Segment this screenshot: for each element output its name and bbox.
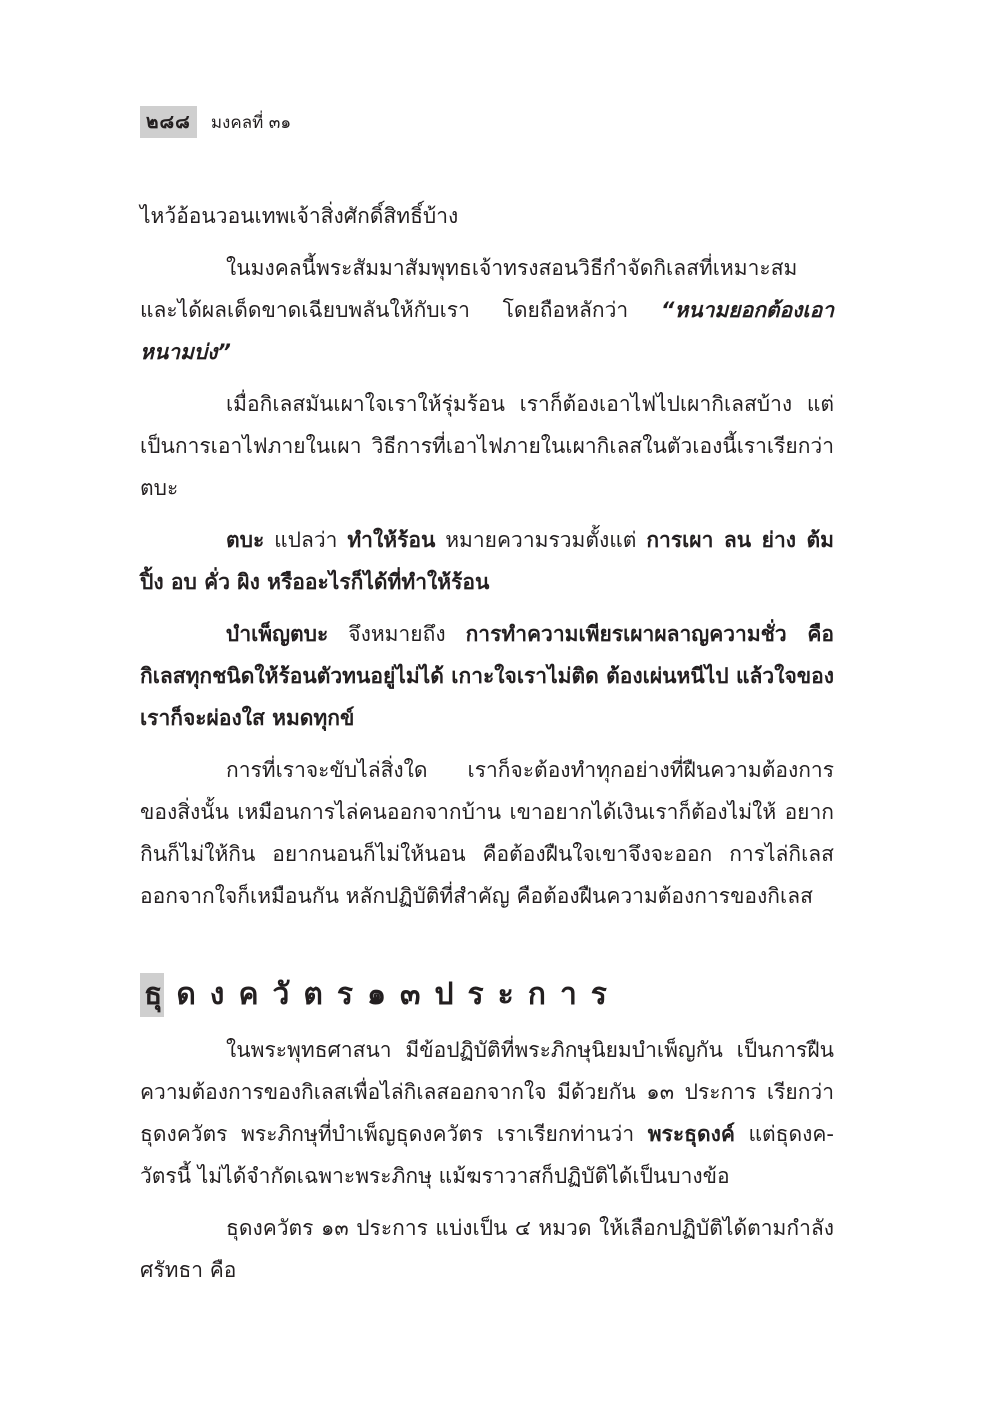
paragraph: [140, 749, 834, 917]
paragraph-text: ในพระพุทธศาสนา มีข้อปฏิบัติที่พระภิกษุนิยมบำเพ็ญกัน เป็นการฝืนความต้องการของกิเลสเพื่อไล่กิเลสออกจากใจ มีด้วยกัน ๑๓ ประการ เรียกว่า ธุดงควัตร พระภิกษุที่บำเพ็ญธุดงควัตร เราเรียกท่านว่า: [140, 1038, 834, 1146]
section-heading: [140, 973, 834, 1017]
paragraph-text: การที่เราจะขับไล่สิ่งใด เราก็จะต้องทำทุกอย่างที่ฝืนความต้องการของสิ่งนั้น เหมือนการไล่คนออกจากบ้าน เขาอยากได้เงินเราก็ต้องไม่ให้ อยากกินก็ไม่ให้กิน อยากนอนก็ไม่ให้นอน คือต้องฝืนใจเขาจึงจะออก การไล่กิเลสออกจากใจก็เหมือนกัน หลักปฏิบัติที่สำคัญ คือต้องฝืนความต้องการของกิเลส: [140, 758, 834, 908]
term-list: การเผา ลน ย่าง ต้ม ปิ้ง อบ คั่ว ผิง หรืออะไรก็ได้ที่ทำให้ร้อน: [140, 528, 834, 594]
body-text: [140, 195, 834, 1291]
chapter-label: มงคลที่ ๓๑: [210, 112, 292, 133]
page-header: [140, 106, 291, 138]
paragraph-text: แปลว่า: [264, 528, 348, 552]
paragraph: [140, 247, 834, 373]
paragraph-text: ไหว้อ้อนวอนเทพเจ้าสิ่งศักดิ์สิทธิ์บ้าง: [140, 204, 459, 228]
term-definition: การทำความเพียรเผาผลาญความชั่ว คือ กิเลสทุกชนิดให้ร้อนตัวทนอยู่ไม่ได้ เกาะใจเราไม่ติด ต้องเผ่นหนีไป แล้วใจของเราก็จะผ่องใส หมดทุกข์: [140, 622, 834, 730]
paragraph-text: หมายความรวมตั้งแต่: [435, 528, 647, 552]
term-meaning: ทำให้ร้อน: [347, 528, 436, 552]
paragraph-text: แต่ธุดงค-วัตรนี้ ไม่ได้จำกัดเฉพาะพระภิกษุ แม้ฆราวาสก็ปฏิบัติได้เป็นบางข้อ: [140, 1122, 834, 1188]
proverb-quote: “หนามยอกต้องเอาหนามบ่ง”: [140, 298, 834, 364]
paragraph-practice-definition: [140, 613, 834, 739]
section-heading-text: ดงควัตร๑๓ประการ: [176, 977, 621, 1012]
term-dhutanga-monk: พระธุดงค์: [647, 1122, 735, 1146]
paragraph: [140, 1207, 834, 1291]
paragraph-text: ในมงคลนี้พระสัมมาสัมพุทธเจ้าทรงสอนวิธีกำจัดกิเลสที่เหมาะสมและได้ผลเด็ดขาดเฉียบพลันให้กับเรา โดยถือหลักว่า: [140, 256, 798, 322]
term-tapas: ตบะ: [226, 528, 265, 552]
paragraph: [140, 383, 834, 509]
paragraph-text: เมื่อกิเลสมันเผาใจเราให้รุ่มร้อน เราก็ต้องเอาไฟไปเผากิเลสบ้าง แต่เป็นการเอาไฟภายในเผา วิธีการที่เอาไฟภายในเผากิเลสในตัวเองนี้เราเรียกว่า ตบะ: [140, 392, 834, 500]
paragraph-tapas-definition: [140, 519, 834, 603]
paragraph-text: ธุดงควัตร ๑๓ ประการ แบ่งเป็น ๔ หมวด ให้เลือกปฏิบัติได้ตามกำลังศรัทธา คือ: [140, 1216, 834, 1282]
section-heading-initial: ธุ: [140, 973, 164, 1017]
page-number: ๒๘๘: [140, 106, 197, 138]
term-practice: บำเพ็ญตบะ: [226, 622, 329, 646]
paragraph-continuation: [140, 195, 834, 237]
paragraph-text: จึงหมายถึง: [328, 622, 466, 646]
paragraph: [140, 1029, 834, 1197]
